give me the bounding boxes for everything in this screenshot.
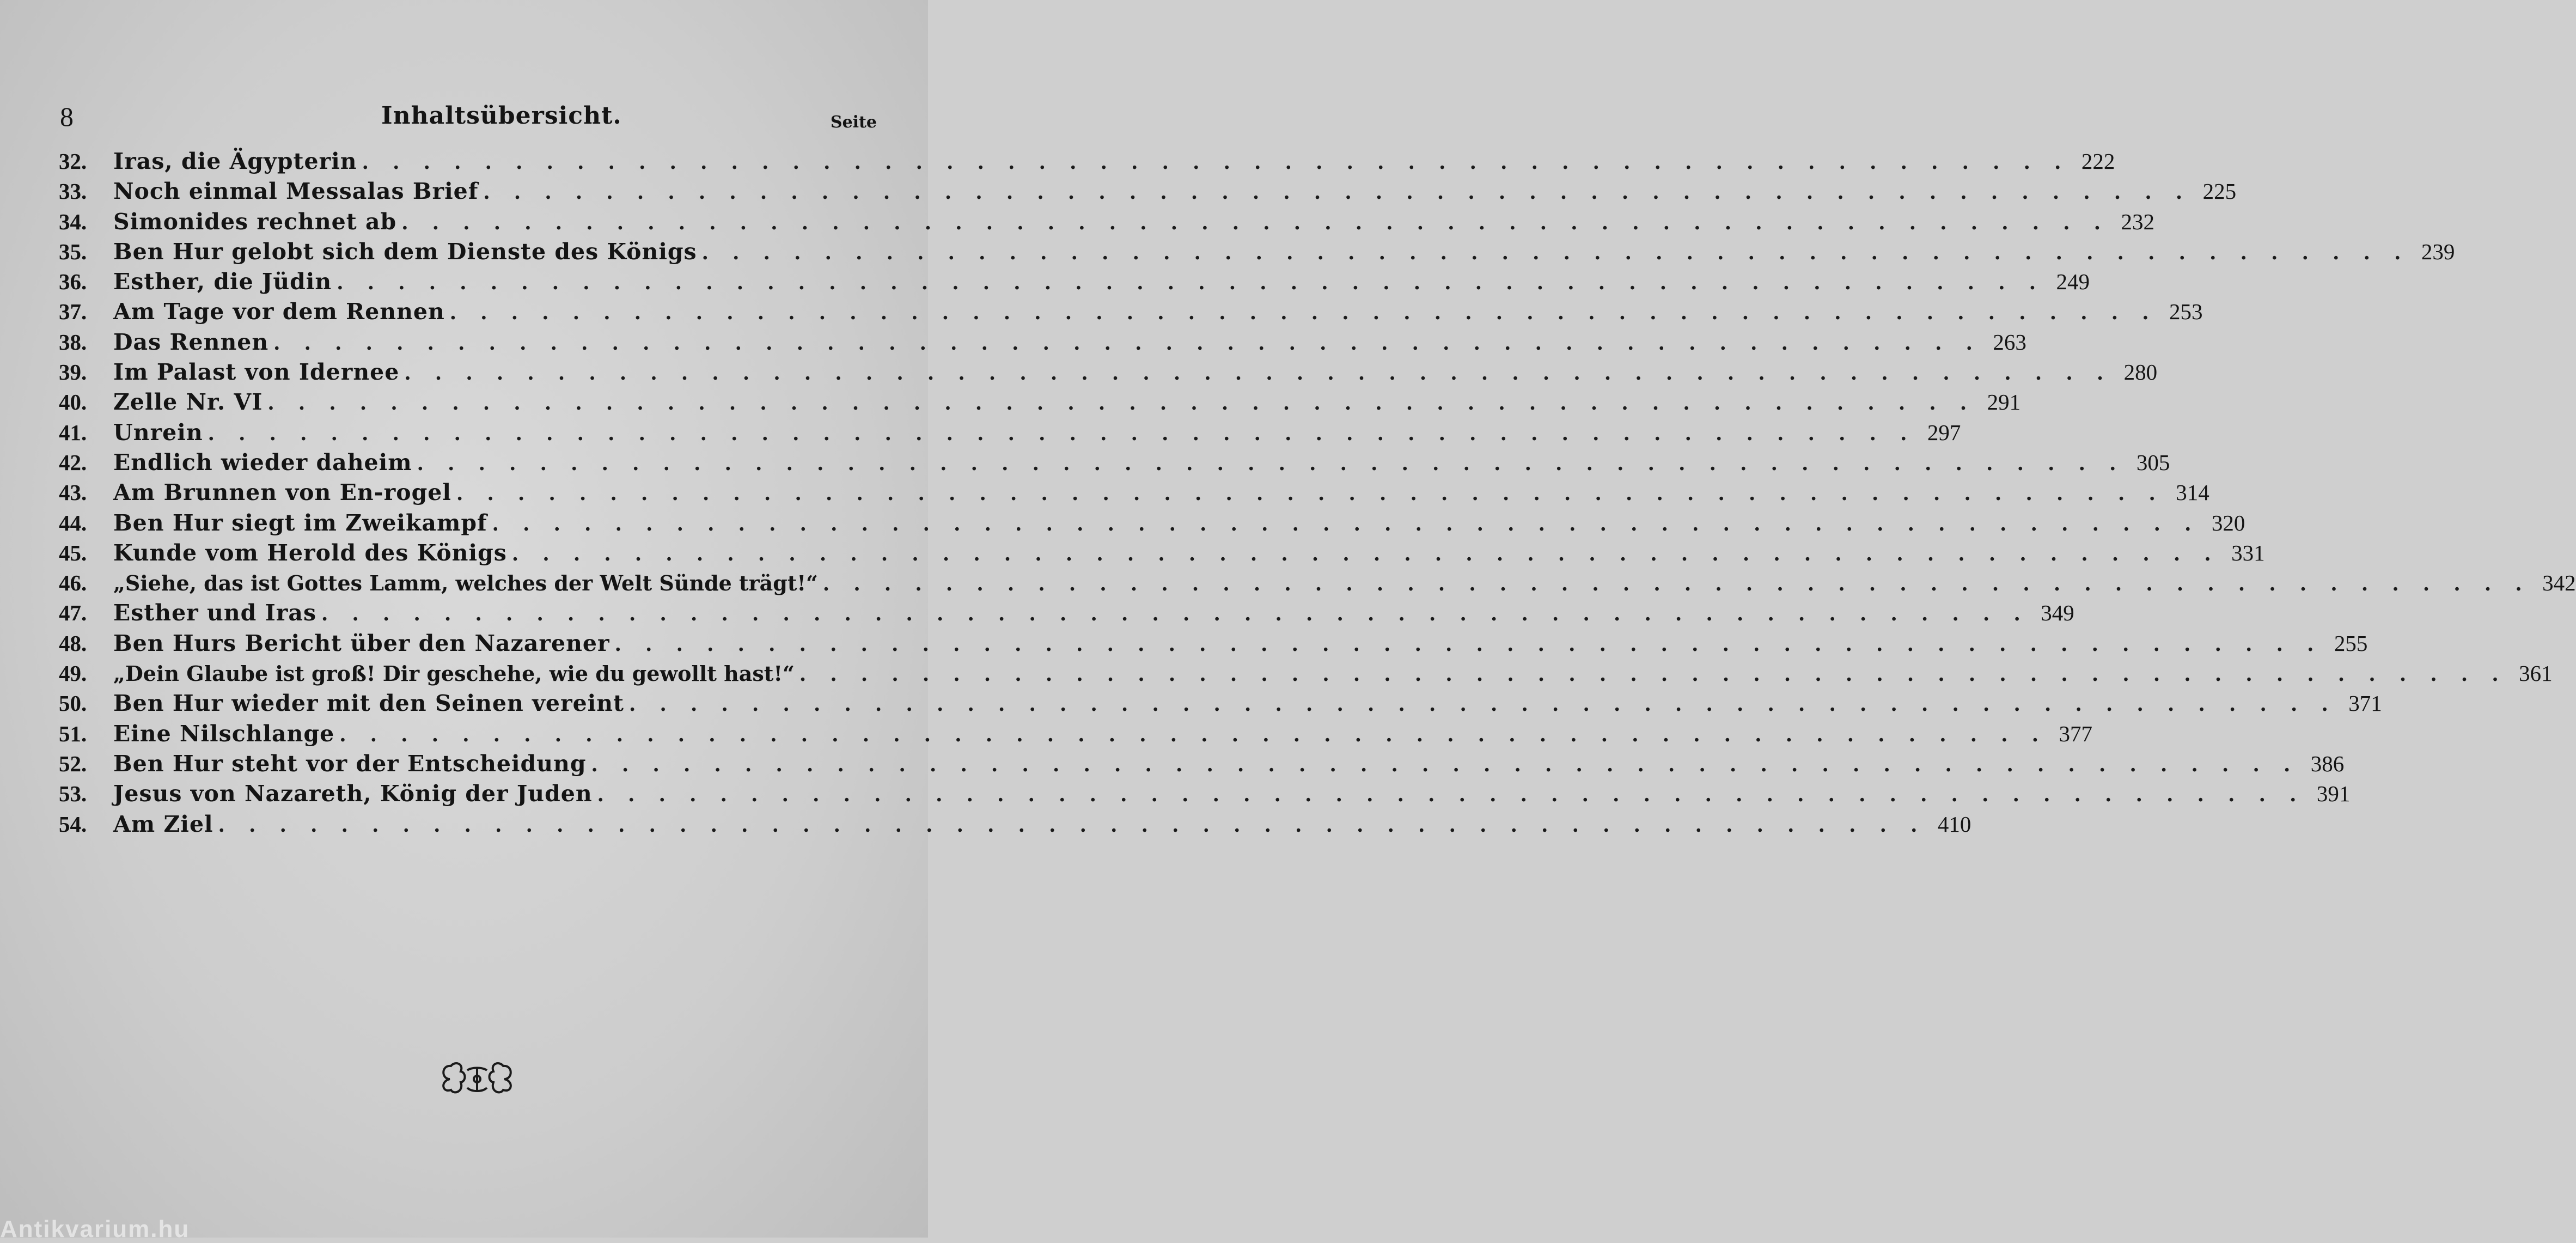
toc-row (59, 449, 2170, 479)
dot-leader (593, 781, 2306, 807)
dot-leader (697, 239, 2410, 265)
dot-leader (487, 510, 2201, 536)
chapter-number: 41. (59, 419, 87, 445)
chapter-number: 48. (59, 630, 87, 656)
toc-row (59, 720, 2092, 751)
toc-row (59, 660, 2553, 690)
toc-row (59, 781, 2351, 811)
chapter-number: 40. (59, 389, 87, 415)
chapter-page: 410 (1937, 811, 1971, 837)
chapter-number: 33. (59, 179, 87, 204)
chapter-number: 44. (59, 510, 87, 535)
chapter-title: Das Rennen (113, 328, 269, 355)
page-header (60, 101, 877, 133)
table-of-contents (59, 148, 2576, 841)
page-title: Inhaltsübersicht. (381, 102, 622, 130)
chapter-number: 49. (59, 661, 87, 686)
toc-row (59, 208, 2154, 239)
toc-row (59, 328, 2026, 359)
toc-row (59, 570, 2576, 600)
chapter-title: Am Brunnen von En-rogel (113, 479, 451, 506)
toc-row (59, 811, 1971, 841)
chapter-page: 342 (2542, 570, 2576, 596)
dot-leader (334, 721, 2048, 747)
chapter-title: Kunde vom Herold des Königs (113, 539, 507, 566)
toc-row (59, 178, 2237, 208)
dot-leader (396, 209, 2110, 235)
chapter-page: 222 (2081, 149, 2115, 174)
chapter-number: 36. (59, 269, 87, 295)
chapter-number: 54. (59, 811, 87, 837)
chapter-page: 263 (1993, 329, 2026, 355)
chapter-title: Ben Hur gelobt sich dem Dienste des Königs (113, 238, 697, 265)
dot-leader (445, 298, 2158, 325)
chapter-number: 35. (59, 239, 87, 264)
chapter-title: Jesus von Nazareth, König der Juden (113, 781, 593, 807)
toc-row (59, 509, 2245, 540)
chapter-page: 225 (2202, 179, 2237, 204)
chapter-title: Esther, die Jüdin (113, 269, 332, 295)
dot-leader (818, 570, 2531, 596)
page-column-label: Seite (830, 113, 877, 132)
chapter-page: 361 (2519, 661, 2553, 686)
dot-leader (213, 811, 1927, 837)
chapter-page: 371 (2348, 691, 2382, 716)
chapter-title: Iras, die Ägypterin (113, 148, 357, 174)
chapter-title: Esther und Iras (113, 600, 317, 626)
chapter-number: 52. (59, 751, 87, 776)
fleuron-ornament-icon (439, 1059, 515, 1099)
chapter-number: 37. (59, 299, 87, 325)
chapter-page: 320 (2211, 510, 2245, 535)
chapter-page: 253 (2169, 299, 2203, 325)
dot-leader (332, 269, 2045, 295)
toc-row (59, 148, 2115, 178)
dot-leader (478, 178, 2192, 204)
chapter-title: Am Ziel (113, 811, 213, 837)
toc-row (59, 750, 2345, 781)
chapter-title: Endlich wieder daheim (113, 449, 412, 476)
toc-row (59, 359, 2158, 389)
chapter-number: 51. (59, 721, 87, 746)
toc-row (59, 539, 2265, 570)
chapter-number: 32. (59, 149, 87, 174)
toc-row (59, 298, 2203, 328)
chapter-page: 305 (2136, 449, 2170, 475)
chapter-page: 232 (2121, 209, 2154, 234)
toc-row (59, 690, 2382, 720)
toc-row (59, 600, 2074, 630)
chapter-title: Am Tage vor dem Rennen (113, 298, 445, 325)
dot-leader (610, 630, 2323, 656)
chapter-number: 53. (59, 781, 87, 807)
chapter-page: 331 (2231, 540, 2265, 565)
chapter-page: 377 (2059, 721, 2092, 746)
chapter-title: Simonides rechnet ab (113, 208, 397, 235)
chapter-title: Ben Hurs Bericht über den Nazarener (113, 630, 610, 656)
chapter-page: 386 (2310, 751, 2345, 776)
chapter-number: 39. (59, 360, 87, 385)
dot-leader (357, 148, 2071, 174)
chapter-page: 239 (2421, 239, 2455, 264)
dot-leader (399, 359, 2113, 385)
dot-leader (316, 600, 2030, 626)
dot-leader (451, 479, 2165, 505)
dot-leader (624, 690, 2337, 716)
chapter-page: 349 (2041, 600, 2074, 626)
toc-row (59, 419, 1961, 449)
dot-leader (412, 449, 2126, 476)
toc-row (59, 389, 2021, 419)
chapter-title: Ben Hur wieder mit den Seinen vereint (113, 690, 624, 717)
chapter-title: Noch einmal Messalas Brief (113, 178, 479, 205)
dot-leader (507, 540, 2220, 566)
toc-row (59, 479, 2209, 509)
chapter-page: 314 (2176, 480, 2209, 505)
toc-row (59, 238, 2455, 269)
chapter-title: Im Palast von Idernee (113, 359, 400, 386)
chapter-number: 38. (59, 329, 87, 355)
chapter-title: Eine Nilschlange (113, 720, 335, 747)
chapter-number: 46. (59, 570, 87, 596)
dot-leader (263, 389, 1976, 415)
chapter-number: 47. (59, 600, 87, 626)
chapter-page: 280 (2123, 360, 2158, 385)
chapter-number: 34. (59, 209, 87, 234)
toc-row (59, 630, 2368, 660)
chapter-page: 391 (2316, 781, 2351, 807)
chapter-page: 255 (2334, 630, 2368, 656)
dot-leader (795, 660, 2508, 686)
chapter-number: 45. (59, 540, 87, 565)
chapter-number: 43. (59, 480, 87, 505)
chapter-page: 297 (1927, 419, 1961, 445)
chapter-title: „Siehe, das ist Gottes Lamm, welches der Welt Sünde trägt!“ (113, 571, 818, 596)
chapter-title: Zelle Nr. VI (113, 389, 263, 416)
watermark: Antikvarium.hu (0, 1216, 190, 1242)
chapter-page: 291 (1987, 389, 2021, 415)
chapter-title: Ben Hur siegt im Zweikampf (113, 509, 487, 536)
chapter-page: 249 (2056, 269, 2090, 295)
page-number: 8 (60, 101, 74, 132)
chapter-title: Ben Hur steht vor der Entscheidung (113, 750, 587, 777)
chapter-number: 42. (59, 449, 87, 475)
dot-leader (203, 419, 1916, 446)
chapter-number: 50. (59, 691, 87, 716)
dot-leader (268, 329, 1982, 355)
chapter-title: Unrein (113, 419, 203, 446)
chapter-title: „Dein Glaube ist groß! Dir geschehe, wie du gewollt hast!“ (113, 661, 795, 686)
toc-row (59, 269, 2090, 298)
dot-leader (587, 751, 2300, 777)
